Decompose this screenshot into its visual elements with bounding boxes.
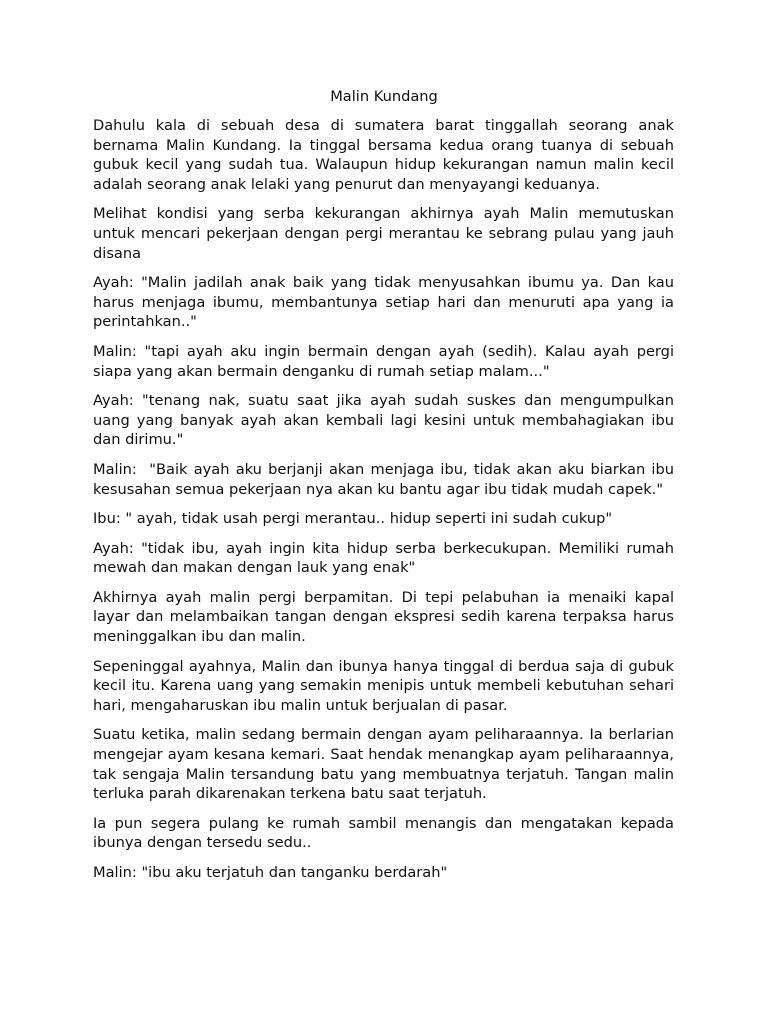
paragraph: Suatu ketika, malin sedang bermain dengan ayam peliharaannya. Ia berlarian mengejar ayam kesana kemari. Saat hendak menangkap ayam peliharaannya, tak sengaja Malin tersandung batu yang membuatnya terjatuh. Tangan malin terluka parah dikarenakan terkena batu saat terjatuh. — [93, 726, 679, 803]
paragraph: Ayah: "Malin jadilah anak baik yang tidak menyusahkan ibumu ya. Dan kau harus menjaga ibumu, membantunya setiap hari dan menuruti apa yang ia perintahkan.." — [93, 274, 679, 331]
document-body — [93, 116, 679, 893]
paragraph: Ia pun segera pulang ke rumah sambil menangis dan mengatakan kepada ibunya dengan tersedu sedu.. — [93, 814, 679, 852]
document-title: Malin Kundang — [330, 88, 438, 105]
paragraph: Ayah: "tidak ibu, ayah ingin kita hidup serba berkecukupan. Memiliki rumah mewah dan makan dengan lauk yang enak" — [93, 539, 679, 577]
paragraph: Ibu: " ayah, tidak usah pergi merantau.. hidup seperti ini sudah cukup" — [93, 510, 613, 528]
paragraph: Akhirnya ayah malin pergi berpamitan. Di tepi pelabuhan ia menaiki kapal layar dan melambaikan tangan dengan ekspresi sedih karena terpaksa harus meninggalkan ibu dan malin. — [93, 588, 679, 646]
paragraph: Dahulu kala di sebuah desa di sumatera barat tinggallah seorang anak bernama Malin Kundang. Ia tinggal bersama kedua orang tuanya di sebuah gubuk kecil yang sudah tua. Walaupun hidup kekurangan namun malin kecil adalah seorang anak lelaki yang penurut dan menyayangi keduanya. — [93, 117, 679, 193]
paragraph: Malin: "tapi ayah aku ingin bermain dengan ayah (sedih). Kalau ayah pergi siapa yang akan bermain denganku di rumah setiap malam..." — [93, 342, 679, 380]
paragraph: Sepeninggal ayahnya, Malin dan ibunya hanya tinggal di berdua saja di gubuk kecil itu. Karena uang yang semakin menipis untuk membeli kebutuhan sehari hari, mengaharuskan ibu malin untuk berjualan di pasar. — [93, 657, 679, 714]
paragraph: Melihat kondisi yang serba kekurangan akhirnya ayah Malin memutuskan untuk mencari pekerjaan dengan pergi merantau ke sebrang pulau yang jauh disana — [93, 205, 679, 262]
paragraph: Ayah: "tenang nak, suatu saat jika ayah sudah suskes dan mengumpulkan uang yang banyak ayah akan kembali lagi kesini untuk membahagiakan ibu dan dirimu." — [93, 392, 679, 449]
paragraph: Malin: "Baik ayah aku berjanji akan menjaga ibu, tidak akan aku biarkan ibu kesusahan semua pekerjaan nya akan ku bantu agar ibu tidak mudah capek." — [93, 460, 679, 498]
paragraph: Malin: "ibu aku terjatuh dan tanganku berdarah" — [93, 864, 448, 881]
